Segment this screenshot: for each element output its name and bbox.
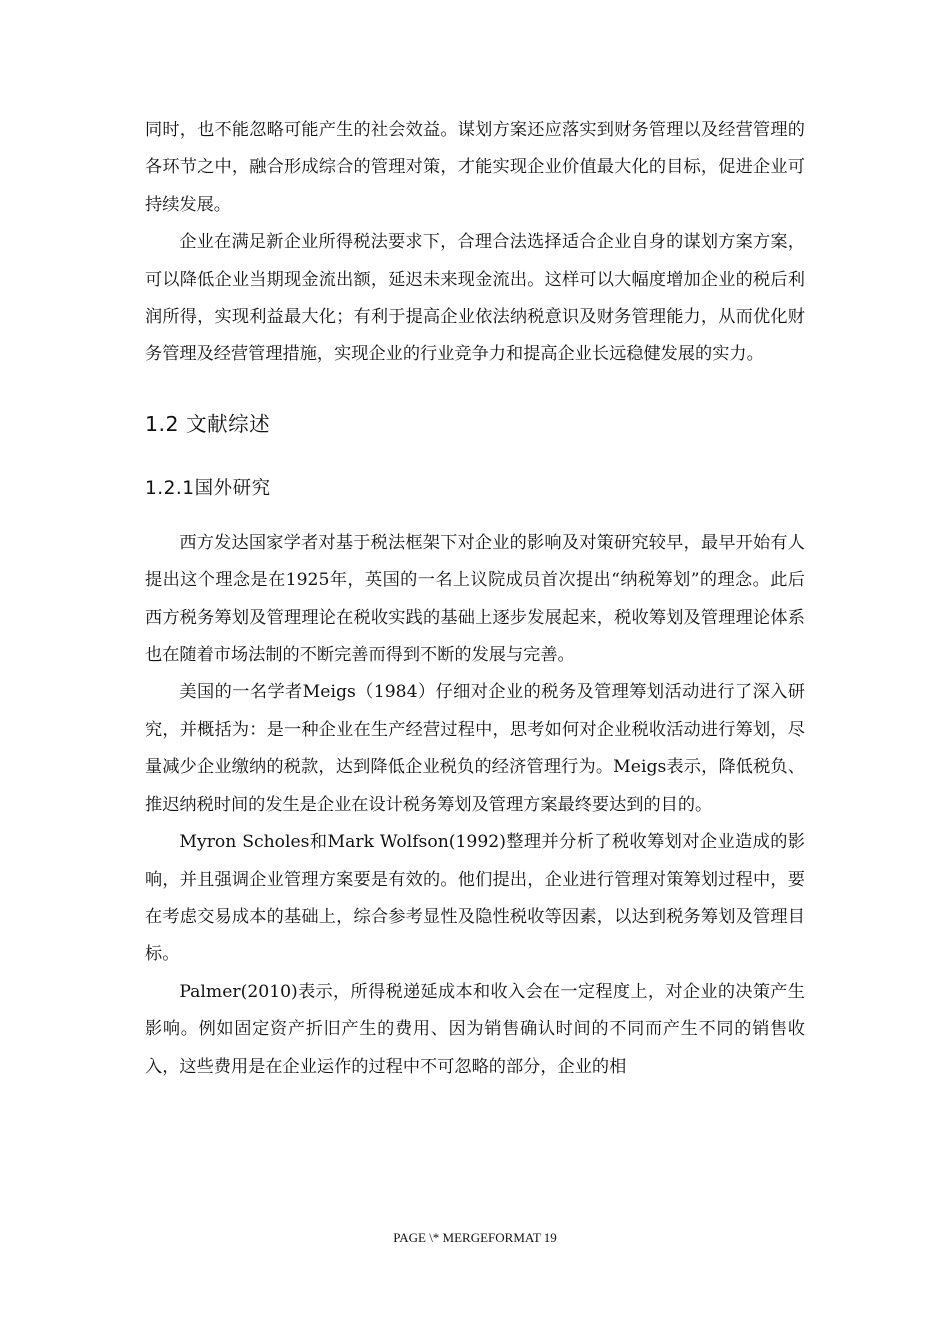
paragraph-scholes-wolfson: Myron Scholes和Mark Wolfson(1992)整理并分析了税收筹划对企业造成的影响，并且强调企业管理方案要是有效的。他们提出，企业进行管理对策筹划过程中，要在考虑交易成本的基础上，综合参考显性及隐性税收等因素，以达到税务筹划及管理目标。 (145, 832, 805, 965)
document-body (145, 112, 805, 1086)
paragraph-western-research: 西方发达国家学者对基于税法框架下对企业的影响及对策研究较早，最早开始有人提出这个理念是在1925年，英国的一名上议院成员首次提出“纳税筹划”的理念。此后西方税务筹划及管理理论在税收实践的基础上逐步发展起来，税收筹划及管理理论体系也在随着市场法制的不断完善而得到不断的发展与完善。 (145, 532, 805, 666)
paragraph-palmer: Palmer(2010)表示，所得税递延成本和收入会在一定程度上，对企业的决策产生影响。例如固定资产折旧产生的费用、因为销售确认时间的不同而产生不同的销售收入，这些费用是在企业运作的过程中不可忽略的部分，企业的相 (145, 981, 805, 1077)
paragraph-tax-planning-benefits: 企业在满足新企业所得税法要求下，合理合法选择适合企业自身的谋划方案方案，可以降低企业当期现金流出额，延迟未来现金流出。这样可以大幅度增加企业的税后利润所得，实现利益最大化；有利于提高企业依法纳税意识及财务管理能力，从而优化财务管理及经营管理措施，实现企业的行业竞争力和提高企业长远稳健发展的实力。 (145, 232, 805, 365)
paragraph-continued: 同时，也不能忽略可能产生的社会效益。谋划方案还应落实到财务管理以及经营管理的各环节之中，融合形成综合的管理对策，才能实现企业价值最大化的目标，促进企业可持续发展。 (145, 120, 805, 215)
page-footer: PAGE \* MERGEFORMAT 19 (393, 1230, 557, 1245)
section-heading-literature-review: 1.2 文献综述 (145, 411, 271, 436)
subsection-heading-foreign-research: 1.2.1国外研究 (145, 477, 271, 499)
paragraph-meigs: 美国的一名学者Meigs（1984）仔细对企业的税务及管理筹划活动进行了深入研究，并概括为：是一种企业在生产经营过程中，思考如何对企业税收活动进行筹划，尽量减少企业缴纳的税款，达到降低企业税负的经济管理行为。Meigs表示，降低税负、推迟纳税时间的发生是企业在设计税务筹划及管理方案最终要达到的目的。 (145, 682, 805, 815)
